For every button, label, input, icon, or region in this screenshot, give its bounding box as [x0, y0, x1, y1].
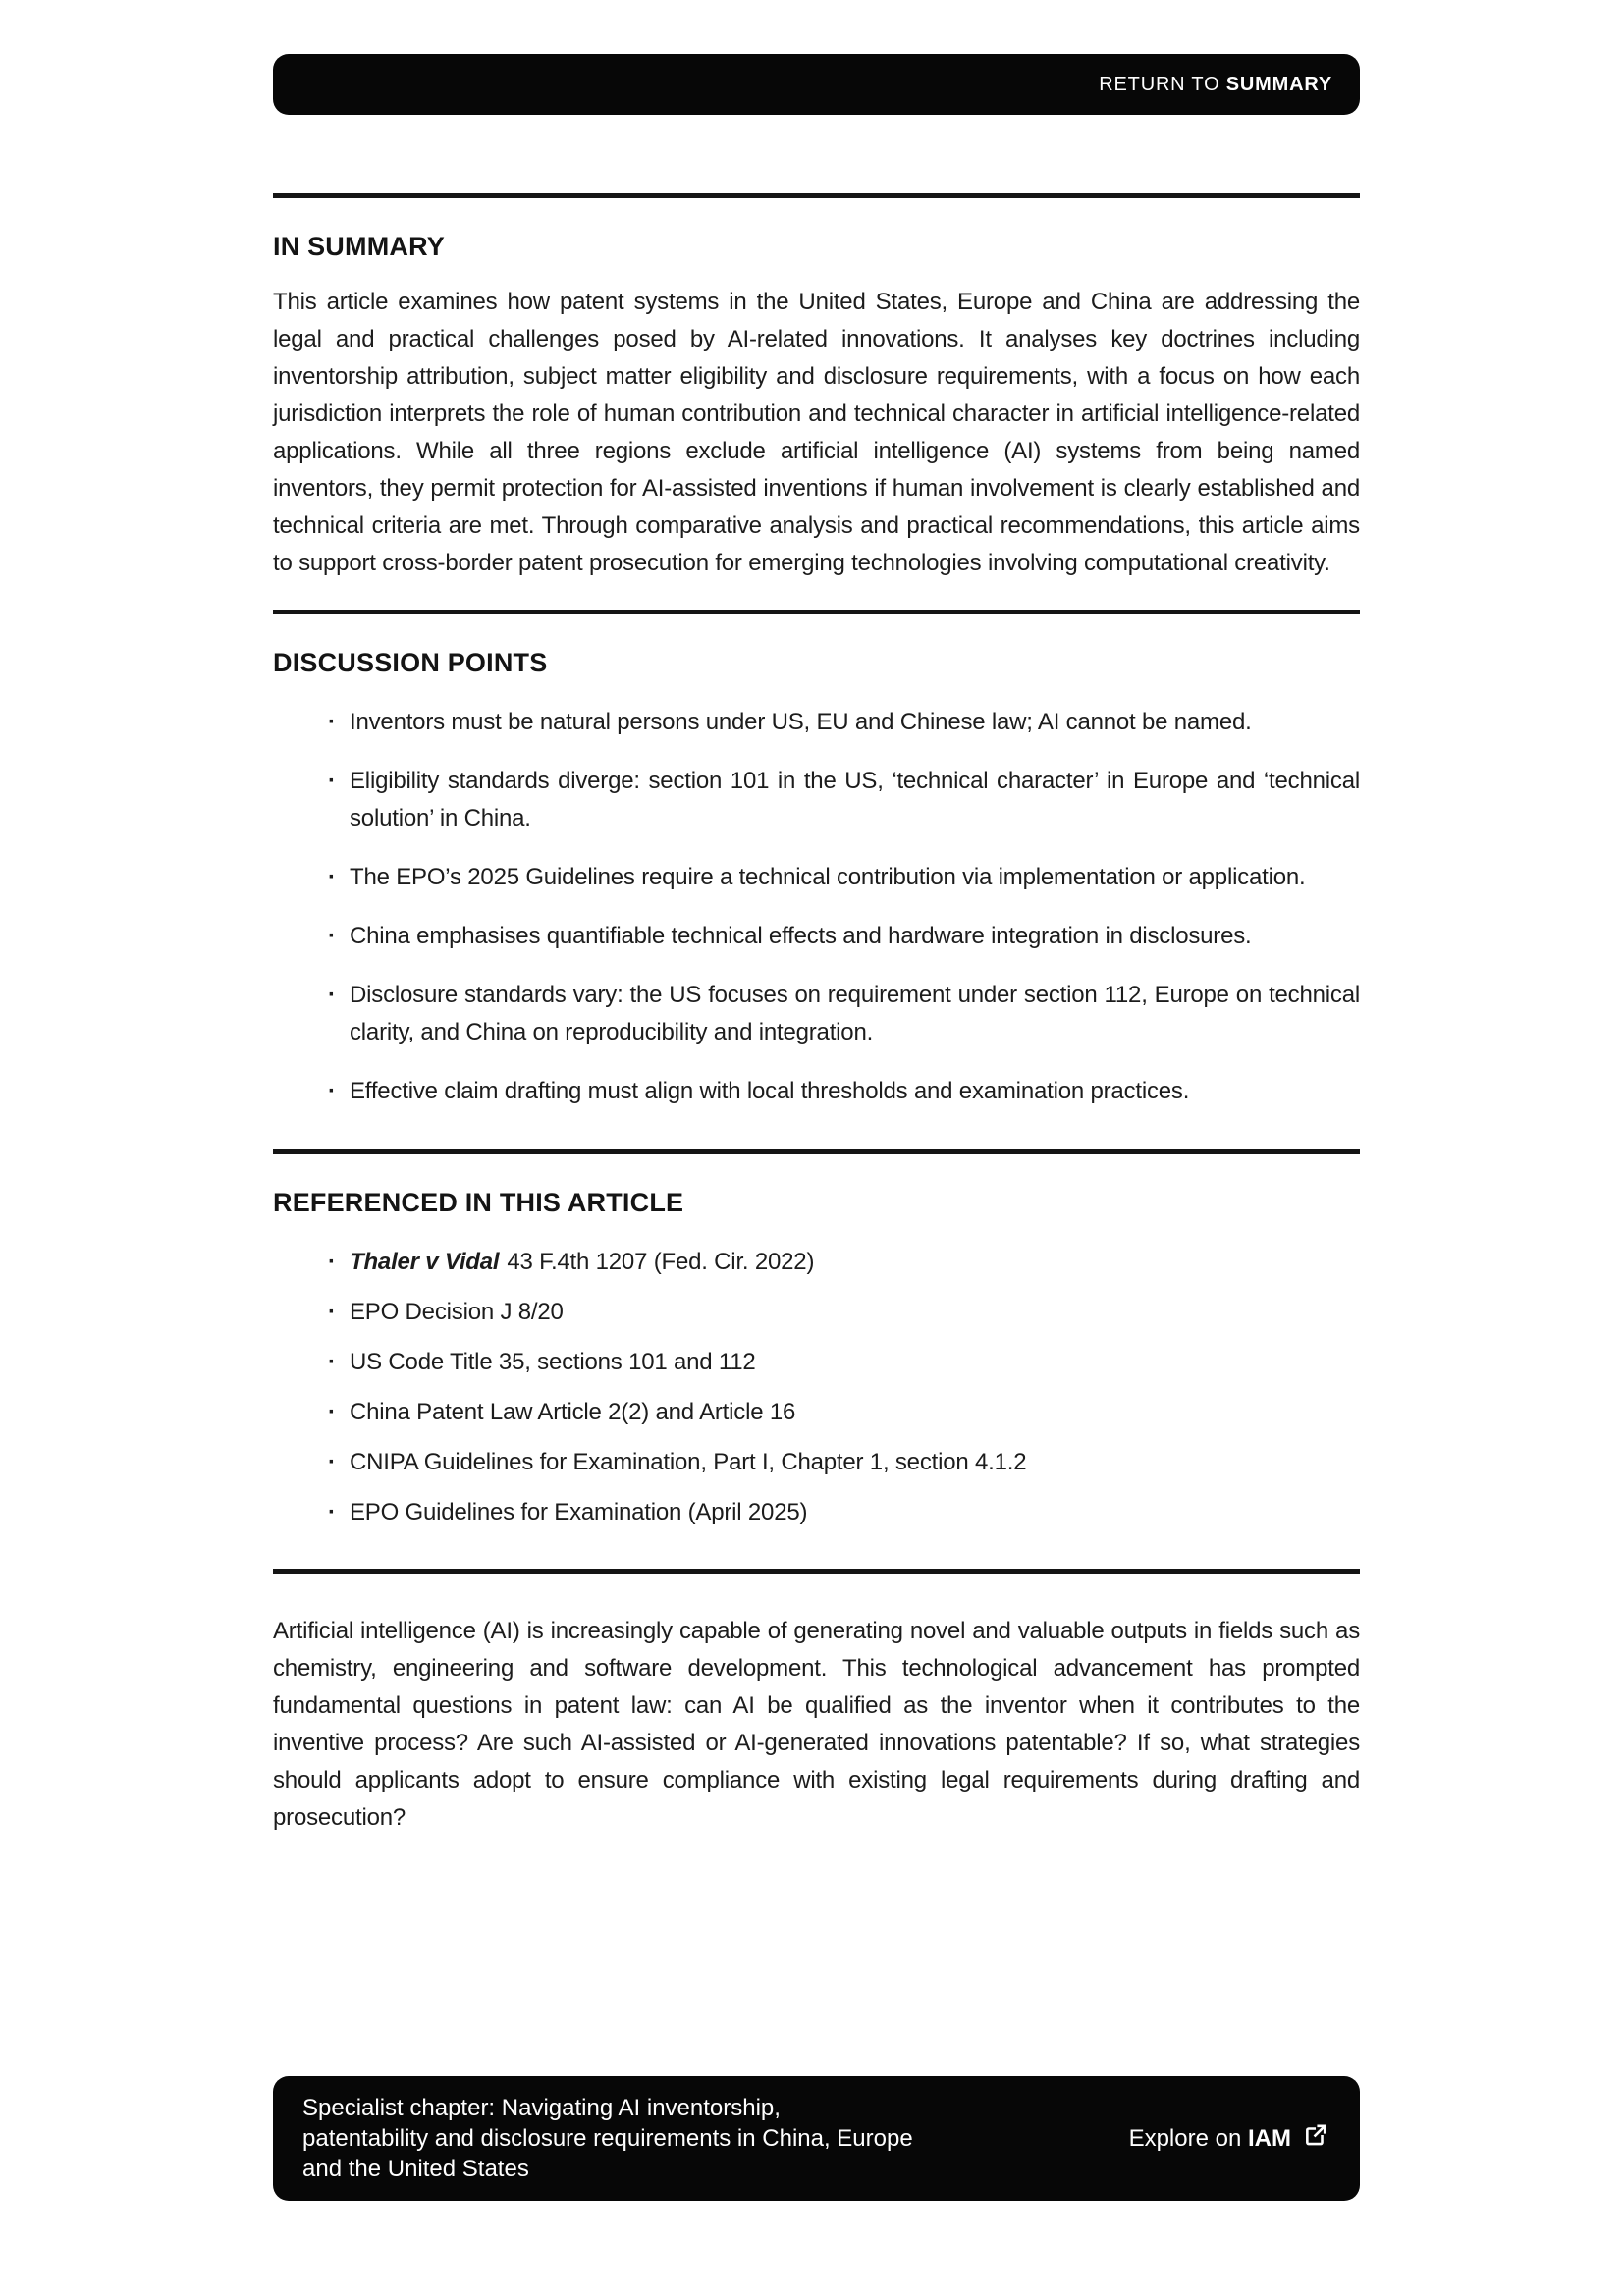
chapter-title — [302, 2093, 913, 2184]
section-divider — [273, 1149, 1360, 1154]
bullet-icon: · — [328, 982, 336, 1008]
list-item — [273, 1294, 1360, 1331]
top-banner — [273, 54, 1360, 115]
list-item-text — [350, 1244, 1360, 1281]
section-divider — [273, 1569, 1360, 1574]
referenced-heading: REFERENCED IN THIS ARTICLE — [273, 1188, 684, 1217]
list-item — [273, 1344, 1360, 1381]
discussion-points-section — [273, 648, 1360, 1110]
list-item — [273, 977, 1360, 1051]
reference-text: CNIPA Guidelines for Examination, Part I, Chapter 1, section 4.1.2 — [350, 1449, 1027, 1475]
return-to-label-emphasis: SUMMARY — [1225, 73, 1332, 95]
footer-banner — [273, 2076, 1360, 2201]
bullet-icon: · — [328, 1249, 336, 1275]
list-item — [273, 859, 1360, 896]
explore-on-label: Explore on IAM — [1128, 2124, 1291, 2152]
chapter-title-line: and the United States — [302, 2156, 529, 2182]
list-item-text — [350, 1444, 1360, 1481]
list-item — [273, 1244, 1360, 1281]
discussion-points-heading: DISCUSSION POINTS — [273, 648, 548, 677]
bullet-icon: · — [328, 1399, 336, 1425]
in-summary-heading: IN SUMMARY — [273, 232, 445, 261]
bullet-icon: · — [328, 1449, 336, 1475]
list-item — [273, 1444, 1360, 1481]
in-summary-section — [273, 232, 1360, 582]
list-item — [273, 704, 1360, 741]
bullet-icon: · — [328, 864, 336, 890]
bullet-icon: · — [328, 1078, 336, 1104]
list-item-text: Disclosure standards vary: the US focuses on requirement under section 112, Europe on technical clarity, and China on reproducibility and integration. — [350, 982, 1360, 1045]
reference-text: EPO Decision J 8/20 — [350, 1299, 564, 1325]
list-item-text: China emphasises quantifiable technical effects and hardware integration in disclosures. — [350, 923, 1252, 949]
reference-text: China Patent Law Article 2(2) and Article 16 — [350, 1399, 796, 1425]
referenced-section — [273, 1188, 1360, 1531]
reference-text: EPO Guidelines for Examination (April 2025) — [350, 1499, 808, 1525]
list-item-text — [350, 1294, 1360, 1331]
bullet-icon: · — [328, 709, 336, 735]
list-item-text: Inventors must be natural persons under US, EU and Chinese law; AI cannot be named. — [350, 709, 1252, 735]
section-divider — [273, 193, 1360, 198]
reference-text: 43 F.4th 1207 (Fed. Cir. 2022) — [507, 1249, 815, 1275]
list-item-text: The EPO’s 2025 Guidelines require a technical contribution via implementation or application. — [350, 864, 1306, 890]
list-item-text — [350, 1394, 1360, 1431]
list-item-text — [350, 1494, 1360, 1531]
return-to-summary-link[interactable] — [1099, 74, 1332, 96]
list-item-text: Effective claim drafting must align with local thresholds and examination practices. — [350, 1078, 1190, 1104]
return-to-label: RETURN TO — [1099, 73, 1220, 95]
external-link-icon — [1303, 2122, 1328, 2155]
list-item-text — [350, 1344, 1360, 1381]
bullet-icon: · — [328, 1299, 336, 1325]
list-item — [273, 1394, 1360, 1431]
explore-on-iam-link[interactable] — [1129, 2122, 1328, 2155]
intro-paragraph: Artificial intelligence (AI) is increasingly capable of generating novel and valuable outputs in fields such as chemistry, engineering and software development. This technological advancement has prompted fundamental questions in patent law: can AI be qualified as the inventor when it contributes to the inventive process? Are such AI-assisted or AI-generated innovations patentable? If so, what strategies should applicants adopt to ensure compliance with existing legal requirements during drafting and prosecution? — [273, 1618, 1360, 1831]
section-divider — [273, 610, 1360, 614]
case-name: Thaler v Vidal — [350, 1249, 500, 1275]
in-summary-body: This article examines how patent systems in the United States, Europe and China are addressing the legal and practical challenges posed by AI-related innovations. It analyses key doctrines including inventorship attribution, subject matter eligibility and disclosure requirements, with a focus on how each jurisdiction interprets the role of human contribution and technical character in artificial intelligence-related applications. While all three regions exclude artificial intelligence (AI) systems from being named inventors, they permit protection for AI-assisted inventions if human involvement is clearly established and technical criteria are met. Through comparative analysis and practical recommendations, this article aims to support cross-border patent prosecution for emerging technologies involving computational creativity. — [273, 289, 1360, 576]
bullet-icon: · — [328, 1349, 336, 1375]
bullet-icon: · — [328, 1499, 336, 1525]
chapter-title-line: Specialist chapter: Navigating AI inventorship, — [302, 2095, 781, 2121]
list-item — [273, 763, 1360, 837]
bullet-icon: · — [328, 923, 336, 949]
bullet-icon: · — [328, 768, 336, 794]
discussion-points-list — [273, 704, 1360, 1110]
referenced-list — [273, 1244, 1360, 1531]
list-item — [273, 1073, 1360, 1110]
list-item — [273, 1494, 1360, 1531]
iam-brand-label: IAM — [1248, 2124, 1291, 2152]
list-item — [273, 918, 1360, 955]
chapter-title-line: patentability and disclosure requirements in China, Europe — [302, 2125, 913, 2152]
reference-text: US Code Title 35, sections 101 and 112 — [350, 1349, 756, 1375]
list-item-text: Eligibility standards diverge: section 101 in the US, ‘technical character’ in Europe and ‘technical solution’ in China. — [350, 768, 1360, 831]
